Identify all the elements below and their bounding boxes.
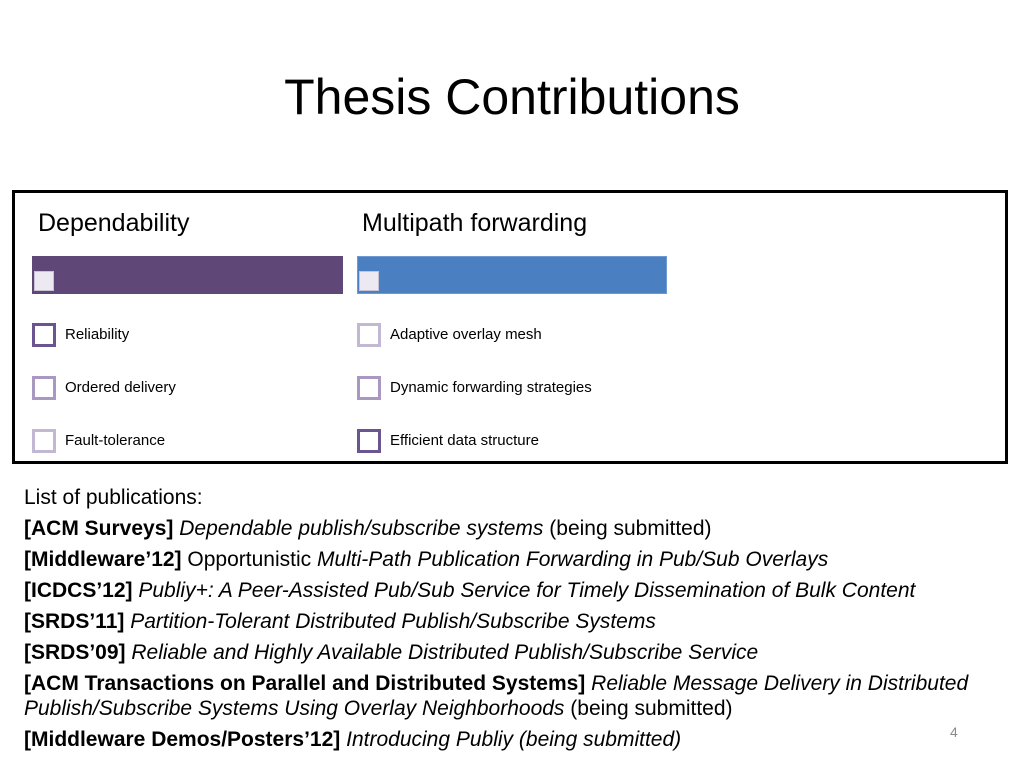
publication-venue: [ACM Surveys]	[24, 517, 174, 540]
publication-venue: [Middleware Demos/Posters’12]	[24, 728, 341, 751]
publications-heading: List of publications:	[24, 486, 203, 509]
item-adaptive-overlay-mesh: Adaptive overlay mesh	[390, 326, 542, 343]
publication-title: Dependable publish/subscribe systems	[179, 517, 544, 540]
publication-title: Publiy+: A Peer-Assisted Pub/Sub Service for Timely Dissemination of Bulk Content	[138, 579, 916, 602]
publication-note: (being submitted)	[570, 697, 733, 720]
square-bullet-icon	[357, 376, 381, 400]
publication-title: Multi-Path Publication Forwarding in Pub/Sub Overlays	[316, 548, 829, 571]
column-heading-multipath: Multipath forwarding	[362, 209, 588, 237]
publication-venue: [ICDCS’12]	[24, 579, 133, 602]
publication-venue: [SRDS’11]	[24, 610, 125, 633]
item-reliability: Reliability	[65, 326, 130, 343]
item-dynamic-forwarding: Dynamic forwarding strategies	[390, 379, 592, 396]
publication-title: Introducing Publiy (being submitted)	[346, 728, 682, 751]
square-bullet-icon	[32, 323, 56, 347]
publication-entry	[24, 671, 1004, 721]
publication-entry	[24, 606, 1004, 637]
slide-title: Thesis Contributions	[284, 69, 740, 125]
publication-title: Reliable and Highly Available Distributed Publish/Subscribe Service	[131, 641, 759, 664]
publication-entry	[24, 513, 1004, 544]
publication-title: Partition-Tolerant Distributed Publish/Subscribe Systems	[130, 610, 656, 633]
slide-number: 4	[950, 724, 958, 740]
publication-title: Reliable Message Delivery in Distributed Publish/Subscribe Systems Using Overlay Neighborhoods	[24, 672, 969, 720]
publication-entry	[24, 724, 1004, 755]
publication-note: (being submitted)	[549, 517, 712, 540]
multipath-bar	[357, 256, 667, 294]
publication-prefix: Opportunistic	[187, 548, 312, 571]
square-bullet-icon	[32, 376, 56, 400]
column-heading-dependability: Dependability	[38, 209, 190, 237]
item-fault-tolerance: Fault-tolerance	[65, 432, 166, 449]
publication-entry	[24, 575, 1004, 606]
dependability-bar-square-icon	[34, 271, 54, 291]
item-efficient-data-structure: Efficient data structure	[390, 432, 539, 449]
multipath-bar-square-icon	[359, 271, 379, 291]
publication-venue: [SRDS’09]	[24, 641, 126, 664]
square-bullet-icon	[357, 429, 381, 453]
publication-entry	[24, 544, 1004, 575]
publication-venue: [Middleware’12]	[24, 548, 182, 571]
square-bullet-icon	[32, 429, 56, 453]
publication-venue: [ACM Transactions on Parallel and Distributed Systems]	[24, 672, 586, 695]
square-bullet-icon	[357, 323, 381, 347]
publications-list	[24, 482, 1004, 755]
publication-entry	[24, 637, 1004, 668]
dependability-bar	[32, 256, 343, 294]
item-ordered-delivery: Ordered delivery	[65, 379, 176, 396]
